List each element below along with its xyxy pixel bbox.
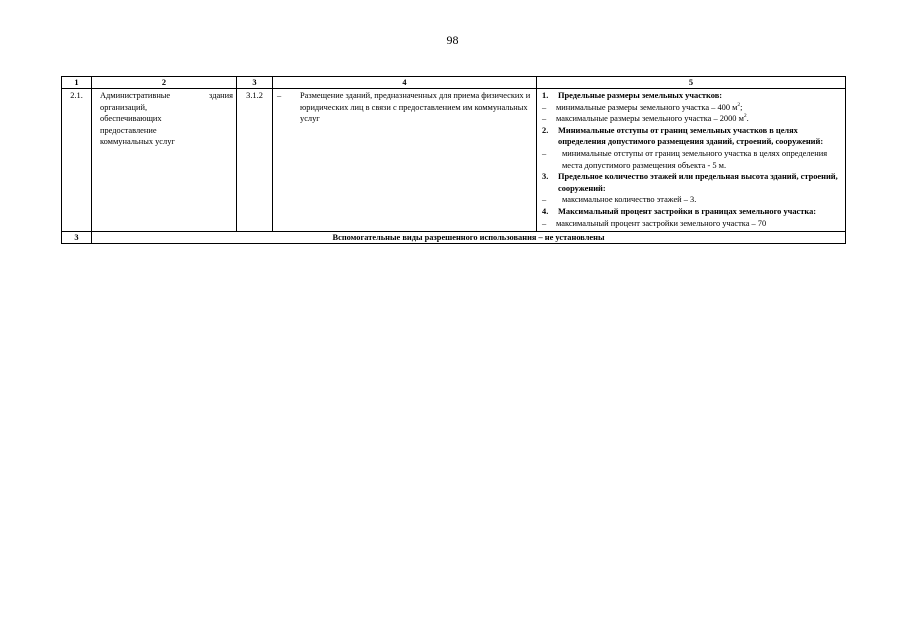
name-word-2: здания [209,91,233,100]
param-item-coverage [541,218,841,230]
use-type-name-line-5: коммунальных услуг [100,137,175,147]
param-section-1 [541,90,841,102]
use-type-name-line-2: организаций, [100,102,148,112]
section-title: Предельное количество этажей или предельная высота зданий, строений, сооружений: [558,172,838,193]
description-dash: – [277,91,282,100]
param-section-2 [541,125,841,148]
section-number: 1. [542,91,549,100]
item-sup: 2 [737,101,741,108]
table-row [62,89,846,232]
header-col-2: 2 [92,77,237,89]
item-dash: – [542,114,547,124]
item-end: . [746,114,749,124]
use-type-name-line-3: обеспечивающих [100,114,162,124]
item-end: ; [740,102,743,112]
param-section-3 [541,171,841,194]
section-number: 4. [542,206,549,216]
item-text: максимальное количество этажей – 3. [562,195,697,205]
item-text-main: максимальные размеры земельного участка – 2000 м [556,114,744,124]
section-title: Максимальный процент застройки в границах земельного участка: [558,206,817,216]
auxiliary-uses-note: Вспомогательные виды разрешенного использования – не установлены [92,232,846,244]
header-col-5: 5 [537,77,846,89]
use-type-name-line-1 [100,90,233,102]
description-text: Размещение зданий, предназначенных для приема физических и юридических лиц в связи с предоставлением им коммунальных услуг [300,91,531,124]
row-number: 2.1. [62,89,92,232]
page-number: 98 [446,33,459,47]
use-type-name [92,89,237,232]
param-item-max-area [541,113,841,125]
section-number: 3. [542,172,549,182]
table-header-row [62,77,846,89]
name-word-1: Административные [100,91,171,100]
item-text: минимальные отступы от границ земельного участка в целях определения места допустимого размещения объекта - 5 м. [562,148,828,170]
item-dash: – [542,102,547,112]
use-type-description [273,89,537,232]
param-item-setback [541,148,841,171]
limit-parameters [537,89,846,232]
regulations-table [61,76,846,244]
use-type-name-line-4: предоставление [100,125,157,135]
header-col-1: 1 [62,77,92,89]
footer-row-number: 3 [62,232,92,244]
section-number: 2. [542,125,549,135]
param-section-4 [541,206,841,218]
item-dash: – [542,195,547,205]
section-title: Предельные размеры земельных участков: [558,91,723,100]
header-col-4: 4 [273,77,537,89]
use-type-code: 3.1.2 [237,89,273,232]
header-col-3: 3 [237,77,273,89]
item-text: максимальный процент застройки земельного участка – 70 [556,218,767,228]
section-title: Минимальные отступы от границ земельных участков в целях определения допустимого размещения зданий, строений, сооружений: [558,125,824,147]
item-dash: – [542,218,547,228]
table-footer-row [62,232,846,244]
item-dash: – [542,148,547,158]
item-text [556,102,841,114]
param-item-floors [541,194,841,206]
param-item-min-area [541,102,841,114]
item-text-main: минимальные размеры земельного участка – 400 м [556,102,738,112]
item-text [556,113,841,125]
item-sup: 2 [743,113,747,120]
